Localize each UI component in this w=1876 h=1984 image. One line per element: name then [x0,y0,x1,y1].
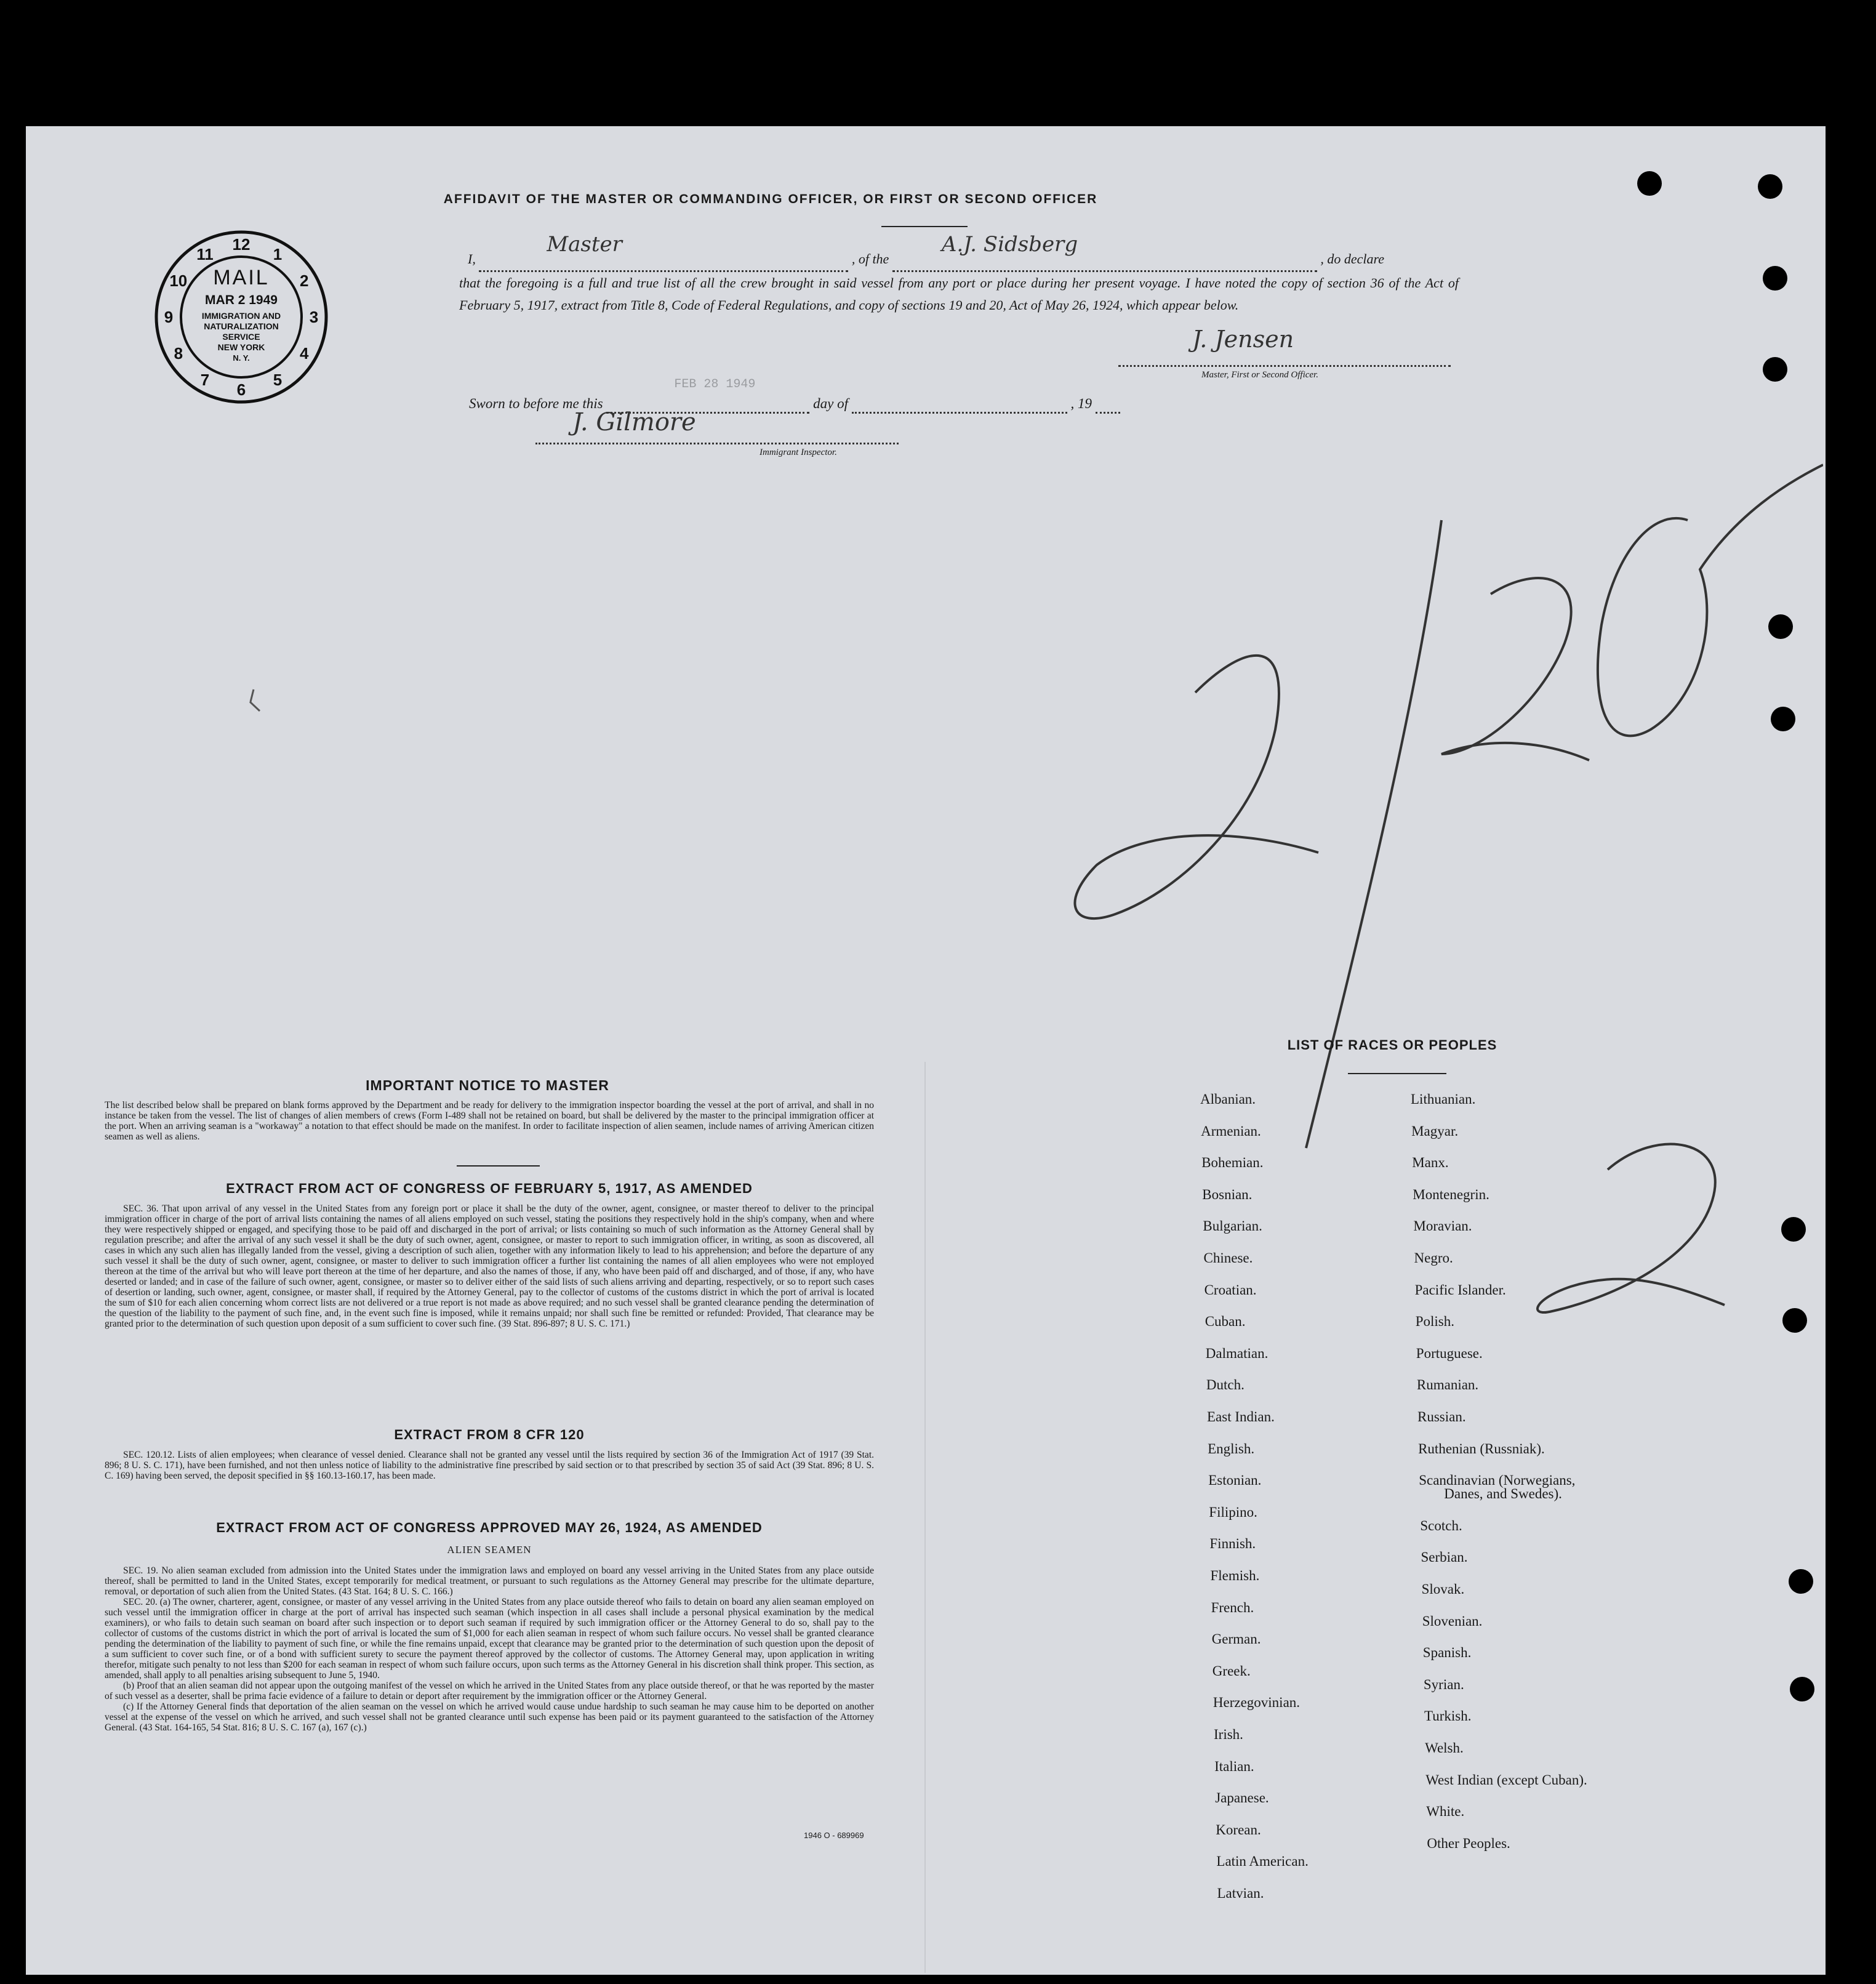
stamp-ring-number: 2 [299,271,309,290]
punch-hole [1637,171,1662,196]
stamp-line-1: IMMIGRATION AND [201,311,281,321]
races-title: LIST OF RACES OR PEOPLES [1287,1037,1497,1053]
punch-hole [1781,1217,1806,1242]
vessel-field [892,232,1317,272]
declare-label: , do declare [1320,251,1384,267]
race-item: German. [1211,1631,1261,1647]
extract-cfr-body: SEC. 120.12. Lists of alien employees; when clearance of vessel denied. Clearance shall not be granted any vessel until the lists required by section 36 of the Immigration Act of 1917 (39 Stat. 896; 8 U. S. C. 171), have been furnished, and not then unless notice of liability to the administrative fine prescribed by said section or to that prescribed by section 35 of said Act (39 Stat. 896; 8 U. S. C. 169) having been served, the deposit specified in §§ 160.13-160.17, has been made. [105,1450,874,1481]
handwritten-date-annotation [1035,360,1823,1154]
race-item: Russian. [1417,1409,1466,1424]
race-item: Dutch. [1206,1377,1245,1393]
extract-1917-title: EXTRACT FROM ACT OF CONGRESS OF FEBRUARY 5, 1917, AS AMENDED [226,1181,753,1196]
stamp-ring-number: 7 [200,371,210,390]
stamp-ring-number: 12 [232,235,251,254]
race-item: Japanese. [1215,1790,1269,1806]
affidavit-declaration [459,232,1459,316]
stamp-line-3: SERVICE [222,332,260,342]
handwritten-number-annotation [1528,1120,1737,1323]
stamp-ring-number: 8 [174,344,183,363]
year-label: , 19 [1070,396,1092,411]
race-item: Negro. [1414,1250,1453,1266]
race-item: Turkish. [1424,1708,1472,1724]
race-item: Croatian. [1204,1282,1257,1298]
handwritten-date-text: 2/28 [1035,360,1036,361]
punch-hole [1758,174,1782,199]
stamp-line-2: NATURALIZATION [204,321,279,331]
sec-19-paragraph: SEC. 19. No alien seaman excluded from admission into the United States under the immigration laws and employed on board any vessel arriving in the United States from any place outside thereof, shall be permitted to land in the United States, except temporarily for medical treatment, or pursuant to such regulations as the Attorney General may prescribe for the ultimate departure, removal, or deportation of such alien from the United States. (43 Stat. 164; 8 U. S. C. 166.) [105,1565,874,1597]
stamp-word: MAIL [213,266,270,289]
extract-cfr-title: EXTRACT FROM 8 CFR 120 [394,1427,585,1442]
vessel-handwriting: A.J. Sidsberg [941,232,1078,257]
race-item: Scotch. [1420,1517,1462,1533]
notice-body: The list described below shall be prepared on blank forms approved by the Department and be ready for delivery to the immigration inspector boarding the vessel at the port of arrival, and shall in no instance be taken from the vessel. The list of changes of alien members of crews (Form I-489 shall not be retained on board, but shall be delivered by the master to the principal immigration officer at the port. When an arriving seaman is a "workaway" a notation to that effect should be made on the manifest. In order to facilitate inspection of alien seamen, include names of arriving American citizen seamen as well as aliens. [105,1100,874,1142]
stamp-ring-number: 5 [273,371,283,390]
punch-hole [1782,1308,1807,1333]
sec-20c-paragraph: (c) If the Attorney General finds that deportation of the alien seaman on the vessel on which he arrived would cause undue hardship to such seaman he may cause him to be deported on another vessel at the expense of the vessel on which he arrived, and such vessel shall not be granted clearance until such expense has been paid or its payment guaranteed to the satisfaction of the Attorney General. (43 Stat. 164-165, 54 Stat. 816; 8 U. S. C. 167 (a), 167 (c).) [105,1701,874,1733]
race-item: Latvian. [1217,1886,1264,1901]
race-item: Latin American. [1216,1853,1309,1870]
punch-hole [1771,707,1795,731]
punch-hole [1763,266,1787,291]
race-item: Spanish. [1422,1645,1472,1661]
i-label: I, [468,251,476,267]
race-item: Other Peoples. [1427,1835,1510,1851]
notice-divider [457,1165,540,1167]
race-item: Slovak. [1421,1581,1465,1597]
affidavit-body: that the foregoing is a full and true list of all the crew brought in said vessel from any port or place during her present voyage. I have noted the copy of section 36 of the Act of February 5, 1917, extract from Title 8, Code of Federal Regulations, and copy of sections 19 and 20, Act of May 26, 1924, which appear below. [459,275,1459,313]
race-item: Danes, and Swedes). [1444,1485,1562,1501]
race-item: Korean. [1216,1821,1261,1837]
race-item: Serbian. [1421,1549,1468,1565]
signature-caption: Master, First or Second Officer. [1201,370,1318,380]
master-handwriting: Master [547,232,622,257]
race-item: Magyar. [1411,1123,1459,1139]
race-item: Rumanian. [1416,1377,1479,1393]
inspector-caption: Immigrant Inspector. [760,448,837,457]
sworn-label: Sworn to before me this [469,396,603,411]
stamp-line-4: NEW YORK [217,342,265,352]
sec-20b-paragraph: (b) Proof that an alien seaman did not appear upon the outgoing manifest of the vessel on which he arrived in the United States from any place outside thereof, or that he was reported by the master of such vessel as a deserter, shall be prima facie evidence of a failure to detain or deport after requirement by the immigration officer or the Attorney General. [105,1681,874,1701]
punch-hole [1790,1677,1814,1701]
stamp-ring-number: 9 [164,308,174,326]
race-item: Slovenian. [1422,1613,1483,1629]
race-item: Herzegovinian. [1213,1695,1301,1711]
race-item: Lithuanian. [1411,1091,1476,1107]
race-item: Cuban. [1205,1314,1246,1330]
race-item: Albanian. [1200,1091,1256,1107]
punch-hole [1789,1569,1813,1594]
of-the-label: , of the [851,251,889,267]
sec-20a-paragraph: SEC. 20. (a) The owner, charterer, agent, consignee, or master of any vessel arriving in the United States from any place outside thereof who fails to detain on board any alien seaman employed on such vessel until the immigration officer in charge at the port of arrival has inspected such seaman (which inspection in all cases shall include a personal physical examination by the medical examiners), or who fails to detain such seaman on board after such inspection or to deport such seaman if required by such immigration officer or the Attorney General to do so, shall pay to the collector of customs of the customs district in which the port of arrival is located the sum of $1,000 for each alien seaman in respect of whom such failure occurs. No vessel shall be granted clearance pending the determination of the liability to payment of such fine, or while the fine remains unpaid, except that clearance may be granted prior to the determination of such question upon the deposit of a sum sufficient to cover such fine, or of a bond with sufficient surety to secure the payment thereof approved by the collector of customs. The Attorney General may, upon application in writing therefor, mitigate such penalty to not less than $200 for each seaman in respect of whom such failure occurs, upon such terms as the Attorney General in his discretion shall think proper. This section, as amended, shall apply to all penalties arising subsequent to June 5, 1940. [105,1597,874,1681]
race-item: Pacific Islander. [1414,1282,1506,1298]
stamp-ring-number: 3 [309,308,319,326]
paper-speck [241,686,266,717]
sworn-line [469,377,1120,414]
extract-1924-body [105,1565,874,1733]
inspector-handwriting: J. Gilmore [572,408,696,436]
mail-received-stamp [152,228,331,406]
race-item: Bohemian. [1201,1155,1264,1171]
punch-hole [1763,357,1787,382]
race-item: West Indian (except Cuban). [1425,1772,1587,1788]
race-item: English. [1208,1440,1255,1456]
race-item: Chinese. [1203,1250,1253,1266]
stamp-ring-number: 10 [169,271,188,290]
race-item: Filipino. [1209,1504,1257,1520]
stamp-ring-number: 4 [299,344,309,363]
extract-1917-body: SEC. 36. That upon arrival of any vessel in the United States from any foreign port or place it shall be the duty of the owner, agent, consignee, or master thereof to deliver to the principal immigration officer in charge of the port of arrival lists containing the names of all aliens employed on such vessel, stating the positions they respectively hold in the ship's company, when and where they were respectively shipped or engaged, and specifying those to be paid off and discharged in the port of arrival; or lists containing so much of such information as the Attorney General shall by regulation prescribe; and after the arrival of any such vessel it shall be the duty of such owner, agent, consignee, or master to report to such immigration officer, in writing, as soon as discovered, all cases in which any such alien has illegally landed from the vessel, giving a description of such alien, together with any information likely to lead to his apprehension; and before the departure of any such vessel it shall be the duty of such owner, agent, consignee, or master to deliver to such immigration officer a further list containing the names of all alien employees who were not employed thereon at the time of the arrival but who will leave port thereon at the time of her departure, and also the names of those, if any, who have been paid off and discharged, and of those, if any, who have deserted or landed; and in case of the failure of such owner, agent, consignee, or master so to deliver either of the said lists of such aliens arriving and departing, respectively, or so to report such cases of desertion or landing, such owner, agent, consignee, or master shall, if required by the Attorney General, pay to the collector of customs of the customs district in which the port of arrival is located the sum of $10 for each alien concerning whom correct lists are not delivered or a true report is not made as above required; and no such vessel shall be granted clearance pending the determination of the question of the liability to the payment of such fine, and, in the event such fine is imposed, while it remains unpaid; nor shall such fine be remitted or refunded: Provided, That clearance may be granted prior to the determination of such question upon deposit of a sum sufficient to cover such fine. (39 Stat. 896-897; 8 U. S. C. 171.) [105,1203,874,1329]
extract-1924-title: EXTRACT FROM ACT OF CONGRESS APPROVED MAY 26, 1924, AS AMENDED [216,1520,763,1535]
extract-1924-subtitle: ALIEN SEAMEN [447,1544,532,1556]
race-item: Moravian. [1413,1218,1472,1234]
stamp-date: MAR 2 1949 [205,293,278,307]
race-item: Dalmatian. [1205,1345,1269,1361]
stamp-ring-number: 6 [236,380,246,399]
affidavit-title: AFFIDAVIT OF THE MASTER OR COMMANDING OFFICER, OR FIRST OR SECOND OFFICER [443,192,1098,206]
declaration-line [468,232,1459,272]
race-item: Greek. [1212,1663,1251,1679]
race-item: Welsh. [1425,1740,1464,1756]
race-item: Armenian. [1201,1123,1261,1139]
race-item: Italian. [1214,1758,1254,1774]
day-of-label: day of [813,396,848,411]
races-divider [1348,1073,1446,1074]
race-item: Portuguese. [1416,1345,1483,1361]
race-item: Scandinavian (Norwegians, [1419,1472,1576,1488]
notice-title: IMPORTANT NOTICE TO MASTER [366,1077,609,1093]
stamp-ring-number: 11 [196,244,214,263]
master-field [479,232,848,272]
signature-handwriting: J. Jensen [1192,326,1294,353]
punch-hole [1768,614,1793,639]
document-page [26,126,1826,1975]
race-item: Ruthenian (Russniak). [1418,1440,1545,1456]
race-item: Syrian. [1423,1676,1464,1692]
race-item: Montenegrin. [1413,1186,1489,1202]
race-item: Irish. [1214,1727,1243,1742]
fold-line [924,1062,926,1973]
stamp-line-5: N. Y. [233,353,250,363]
title-divider [881,226,968,227]
race-item: French. [1211,1599,1254,1615]
stamp-ring-number: 1 [273,244,283,263]
inspector-line [535,408,899,444]
sworn-date-stamp: FEB 28 1949 [674,377,756,392]
race-item: Flemish. [1210,1568,1260,1583]
race-item: Estonian. [1208,1472,1262,1488]
race-item: Manx. [1412,1155,1449,1171]
race-item: Bulgarian. [1203,1218,1262,1234]
race-item: Polish. [1415,1314,1454,1330]
race-item: White. [1426,1804,1465,1820]
race-item: Finnish. [1209,1536,1256,1552]
printer-mark: 1946 O - 689969 [804,1831,864,1840]
race-item: East Indian. [1207,1409,1275,1424]
race-item: Bosnian. [1202,1186,1253,1202]
